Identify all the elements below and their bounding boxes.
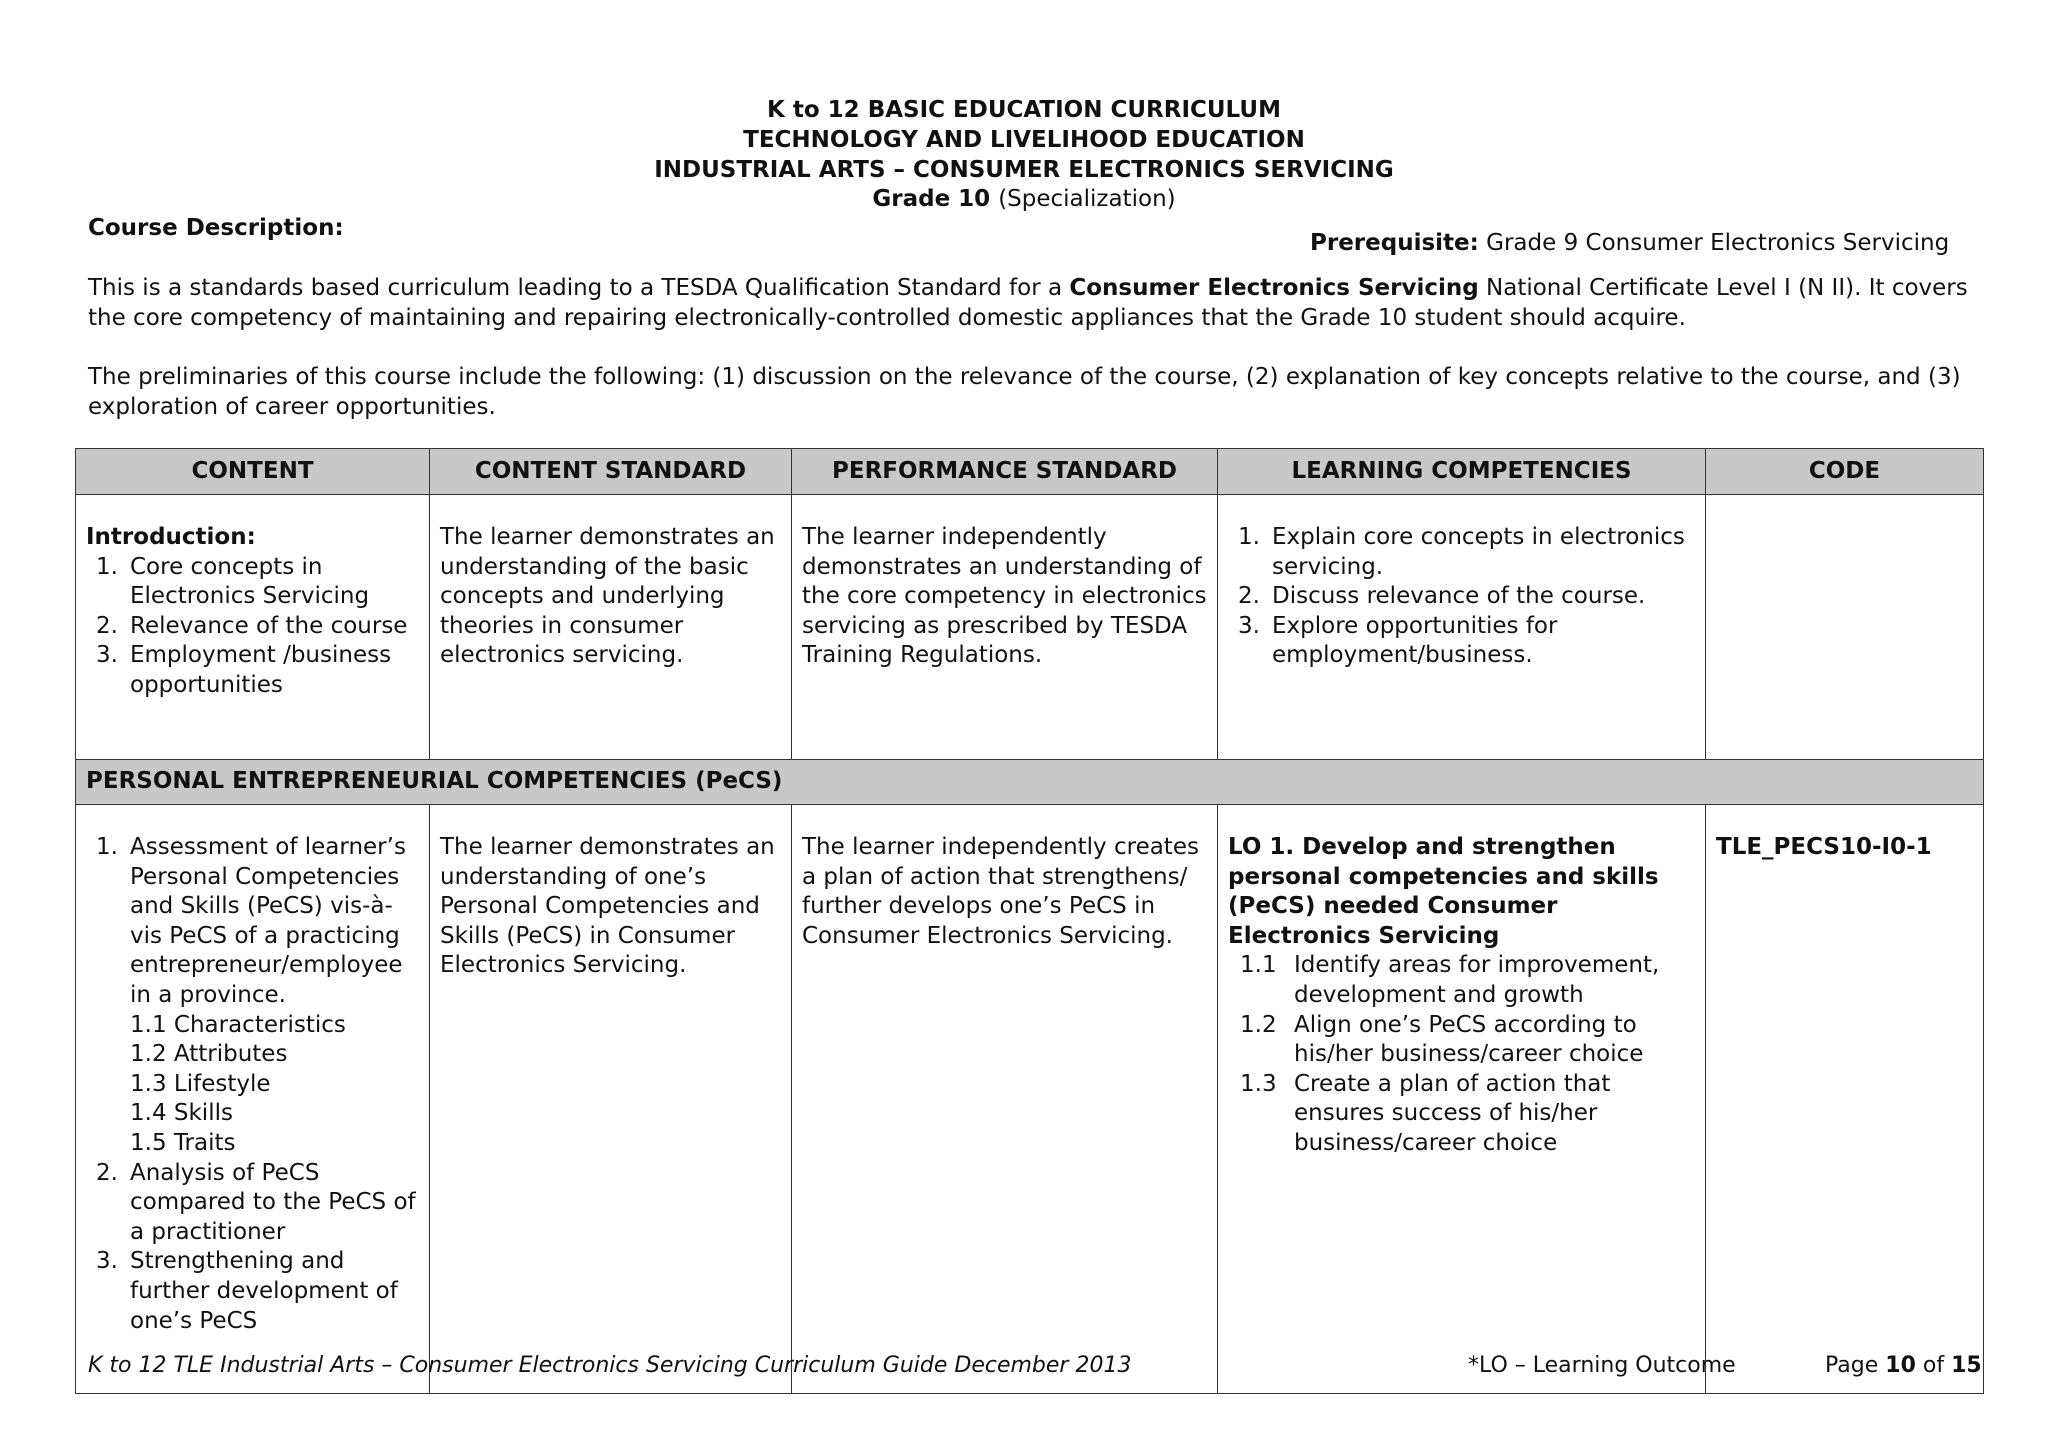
header-grade [0, 184, 2048, 214]
list-item: 1.3 Create a plan of action that ensures success of his/her business/career choice [1240, 1070, 1611, 1156]
pecs-sublist [130, 1011, 419, 1159]
list-item: 1. Core concepts in Electronics Servicing [96, 553, 370, 610]
intro-performance-standard: The learner independently demonstrates an understanding of the core competency in electronics servicing as prescribed by TESDA Training Regulations. [792, 495, 1218, 760]
page-total: 15 [1951, 1353, 1982, 1378]
list-item: 1.2 Align one’s PeCS according to his/her business/career choice [1240, 1011, 1644, 1068]
intro-content-standard: The learner demonstrates an understanding of the basic concepts and underlying theories in consumer electronics servicing. [430, 495, 792, 760]
column-header-code: CODE [1706, 449, 1984, 495]
pecs-competencies-cell [1218, 805, 1706, 1394]
intro-content-cell [76, 495, 430, 760]
list-item: 1.1 Characteristics [130, 1011, 346, 1038]
column-header-content-standard: CONTENT STANDARD [430, 449, 792, 495]
header-line-3: INDUSTRIAL ARTS – CONSUMER ELECTRONICS SERVICING [654, 157, 1394, 183]
grade-note: (Specialization) [998, 186, 1176, 212]
prerequisite [1310, 228, 1949, 258]
intro-competencies-cell [1218, 495, 1706, 760]
prerequisite-label: Prerequisite: [1310, 230, 1479, 256]
list-item: 1.3 Lifestyle [130, 1070, 271, 1097]
pecs-content-standard: The learner demonstrates an understanding of one’s Personal Competencies and Skills (PeCS) in Consumer Electronics Servicing. [430, 805, 792, 1394]
pecs-code: TLE_PECS10-I0-1 [1706, 805, 1984, 1394]
table-row [76, 495, 1984, 760]
list-item: 1. Assessment of learner’s Personal Competencies and Skills (PeCS) vis-à-vis PeCS of a practicing entrepreneur/employee in a province. 1.1 Characteristics 1.2 Attributes 1.3 Lifestyle 1.4 Skills 1.5 Traits [108, 833, 419, 1159]
header-line-2: TECHNOLOGY AND LIVELIHOOD EDUCATION [743, 127, 1305, 153]
page-number [1825, 1352, 1982, 1380]
pecs-content-cell [76, 805, 430, 1394]
course-description-label: Course Description: [88, 215, 344, 241]
intro-list [86, 553, 419, 701]
pecs-performance-standard: The learner independently creates a plan of action that strengthens/ further develops one’s PeCS in Consumer Electronics Servicing. [792, 805, 1218, 1394]
paragraph-1-text: This is a standards based curriculum leading to a TESDA Qualification Standard for a [88, 275, 1070, 301]
column-header-content: CONTENT [76, 449, 430, 495]
curriculum-table [75, 448, 1984, 1394]
list-item: 1.1 Identify areas for improvement, development and growth [1240, 952, 1660, 1008]
list-item: 2. Discuss relevance of the course. [1238, 583, 1646, 610]
paragraph-1-text-end: National Certificate Level I (N II). It covers the core competency of maintaining and repairing electronically-controlled domestic appliances that the Grade 10 student should acquire. [88, 275, 1968, 331]
list-item: 1. Explain core concepts in electronics servicing. [1238, 524, 1685, 580]
paragraph-1-bold: Consumer Electronics Servicing [1069, 275, 1479, 301]
lo-list [1228, 951, 1695, 1158]
footer-title: K to 12 TLE Industrial Arts – Consumer Electronics Servicing Curriculum Guide December 2013 [88, 1353, 1132, 1378]
list-item: 2. Analysis of PeCS compared to the PeCS of a practitioner [96, 1159, 416, 1245]
list-item: 3. Strengthening and further development of one’s PeCS [96, 1248, 398, 1334]
page-of: of [1922, 1353, 1945, 1378]
course-description-paragraph-2: The preliminaries of this course include the following: (1) discussion on the relevance of the course, (2) explanation of key concepts relative to the course, and (3) exploration of career opportunities. [88, 364, 1961, 420]
course-description-paragraph-1 [88, 273, 1988, 333]
list-item: 1.2 Attributes [130, 1041, 288, 1068]
table-header-row [76, 449, 1984, 495]
lo-title: LO 1. Develop and strengthen personal competencies and skills (PeCS) needed Consumer Electronics Servicing [1228, 834, 1659, 949]
header-line-1: K to 12 BASIC EDUCATION CURRICULUM [767, 97, 1281, 123]
intro-competencies-list [1228, 523, 1695, 671]
column-header-learning-competencies: LEARNING COMPETENCIES [1218, 449, 1706, 495]
list-item: 1.4 Skills [130, 1100, 233, 1127]
prerequisite-value: Grade 9 Consumer Electronics Servicing [1486, 230, 1950, 256]
list-item: 1.5 Traits [130, 1129, 236, 1156]
intro-code [1706, 495, 1984, 760]
section-row [76, 760, 1984, 805]
list-item: 3. Explore opportunities for employment/business. [1238, 612, 1558, 669]
page-current: 10 [1885, 1353, 1916, 1378]
footer-note: *LO – Learning Outcome [1468, 1353, 1736, 1378]
table-row [76, 805, 1984, 1394]
list-item: 2. Relevance of the course [96, 612, 408, 639]
grade-label: Grade 10 [872, 186, 991, 212]
section-title: PERSONAL ENTREPRENEURIAL COMPETENCIES (PeCS) [76, 760, 1984, 805]
page-label: Page [1825, 1353, 1879, 1378]
list-item: 3. Employment /business opportunities [96, 642, 392, 698]
pecs-list [86, 833, 419, 1336]
column-header-performance-standard: PERFORMANCE STANDARD [792, 449, 1218, 495]
intro-title: Introduction: [86, 524, 256, 550]
